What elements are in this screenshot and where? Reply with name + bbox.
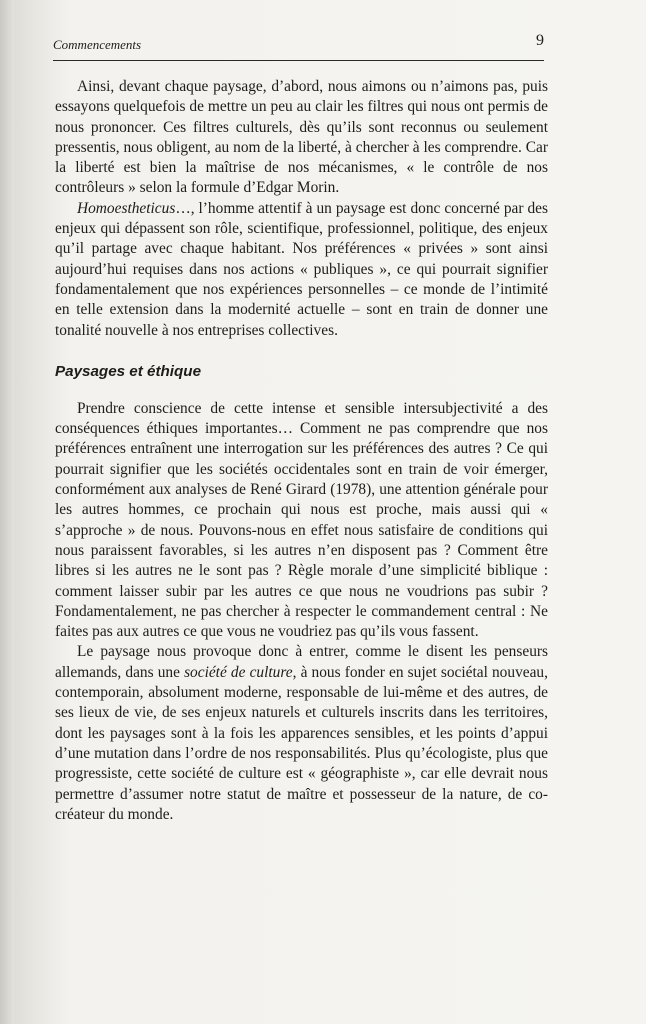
paragraph-4-text-after: , à nous fonder en sujet sociétal nouveau, contemporain, absolument moderne, responsable de lui-même et des autres, de ses lieux de vie, de ses enjeux naturels et culturels inscrits dans les territoires, dont les paysages sont à la fois les apparences sensibles, et les points d’appui d’une mutation dans l’ordre de nos responsabilités. Plus qu’écologiste, plus que progressiste, cette société de culture est « géographiste », car elle devrait nous permettre d’assumer notre statut de maître et possesseur de la nature, de co-créateur du monde. <box>55 663 548 823</box>
paragraph-4 <box>55 642 548 825</box>
page-header <box>53 30 544 61</box>
paragraph-2-lead-italic: Homoestheticus <box>77 199 176 217</box>
paragraph-1-text: Ainsi, devant chaque paysage, d’abord, nous aimons ou n’aimons pas, puis essayons quelquefois de mettre un peu au clair les filtres qui nous ont permis de nous prononcer. Ces filtres culturels, dès qu’ils sont reconnus ou seulement pressentis, nous obligent, au nom de la liberté, à chercher à les comprendre. Car la liberté est bien la maîtrise de nos mécanismes, « le contrôle de nos contrôleurs » selon la formule d’Edgar Morin. <box>55 78 548 197</box>
paragraph-2-text: …, l’homme attentif à un paysage est donc concerné par des enjeux qui dépassent son rôle, scientifique, professionnel, politique, des enjeux qu’il partage avec chaque habitant. Nos préférences « privées » sont ainsi aujourd’hui requises dans nos actions « publiques », ce qui pourrait signifier fondamentalement que nos expériences personnelles – ce monde de l’intimité en telle extension dans la modernité actuelle – sont en train de donner une tonalité nouvelle à nos entreprises collectives. <box>55 199 548 339</box>
body-text <box>55 77 548 825</box>
running-title: Commencements <box>53 37 142 52</box>
paragraph-1 <box>55 77 548 199</box>
page-number: 9 <box>536 32 544 49</box>
paragraph-4-text-before: Le paysage nous provoque donc à entrer, comme le disent les penseurs allemands, dans une <box>55 643 548 681</box>
paragraph-3-text: Prendre conscience de cette intense et sensible intersubjectivité a des conséquences éthiques importantes… Comment ne pas comprendre que nos préférences entraînent une interrogation sur les préférences des autres ? Ce qui pourrait signifier que les sociétés occidentales sont en train de voir émerger, conformément aux analyses de René Girard (1978), une attention générale pour les autres hommes, ce prochain qui nous est proche, mais aussi qui « s’approche » de nous. Pouvons-nous en effet nous satisfaire de conditions qui nous paraissent favorables, si les autres n’en disposent pas ? Comment être libres si les autres ne le sont pas ? Règle morale d’une simplicité biblique : comment laisser subir par les autres ce que nous ne voudrions pas subir ? Fondamentalement, ne pas chercher à respecter le commandement central : Ne faites pas aux autres ce que vous ne voudriez pas qu’ils vous fassent. <box>55 399 548 641</box>
paragraph-2 <box>55 199 548 341</box>
page-gutter-shadow <box>0 0 14 1024</box>
paragraph-3 <box>55 399 548 643</box>
paragraph-4-italic: société de culture <box>184 663 293 681</box>
section-heading: Paysages et éthique <box>55 362 202 380</box>
